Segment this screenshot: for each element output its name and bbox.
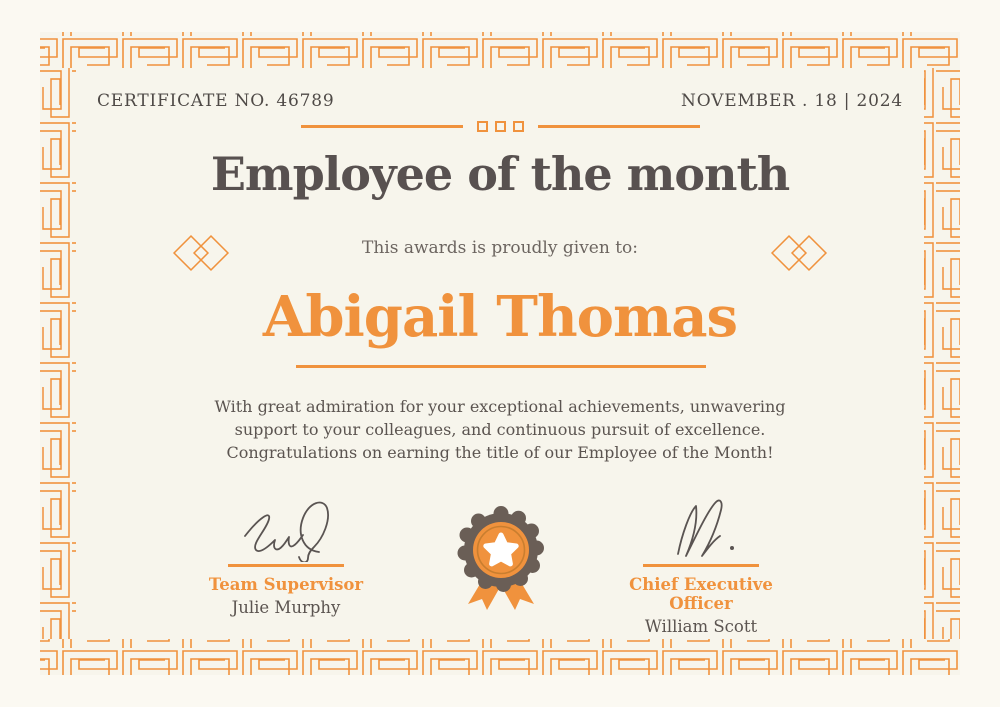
certificate-subtitle: This awards is proudly given to:: [361, 238, 639, 258]
body-line: Congratulations on earning the title of our Employee of the Month!: [226, 443, 774, 462]
recipient-underline: [296, 365, 706, 368]
divider-square-icon: [513, 121, 524, 132]
signature-block-ceo: [610, 496, 792, 636]
award-rosette-ribbon-icon: [452, 504, 550, 610]
divider-square-icon: [495, 121, 506, 132]
certificate-body: [0, 395, 1000, 464]
signer-role: Team Supervisor: [208, 574, 364, 594]
divider-line-left: [301, 125, 463, 128]
signature-block-team-supervisor: [195, 496, 377, 617]
william-scott-signature-icon: [610, 496, 792, 562]
header-divider: [0, 121, 1000, 132]
body-line: support to your colleagues, and continuous pursuit of excellence.: [234, 420, 766, 439]
signature-line: [643, 564, 759, 567]
signer-name: Julie Murphy: [231, 597, 341, 617]
double-diamond-icon: [770, 227, 828, 279]
recipient-name: Abigail Thomas: [262, 284, 738, 350]
signer-role: Chief Executive Officer: [629, 574, 773, 613]
body-line: With great admiration for your exceptional achievements, unwavering: [214, 397, 786, 416]
three-squares-divider-icon: [477, 121, 524, 132]
certificate-title: Employee of the month: [210, 147, 790, 201]
signature-line: [228, 564, 344, 567]
divider-square-icon: [477, 121, 488, 132]
certificate-date: NOVEMBER . 18 | 2024: [681, 91, 903, 111]
certificate-number: CERTIFICATE NO. 46789: [97, 91, 335, 111]
divider-line-right: [538, 125, 700, 128]
signer-name: William Scott: [644, 616, 758, 636]
julie-murphy-signature-icon: [195, 496, 377, 562]
